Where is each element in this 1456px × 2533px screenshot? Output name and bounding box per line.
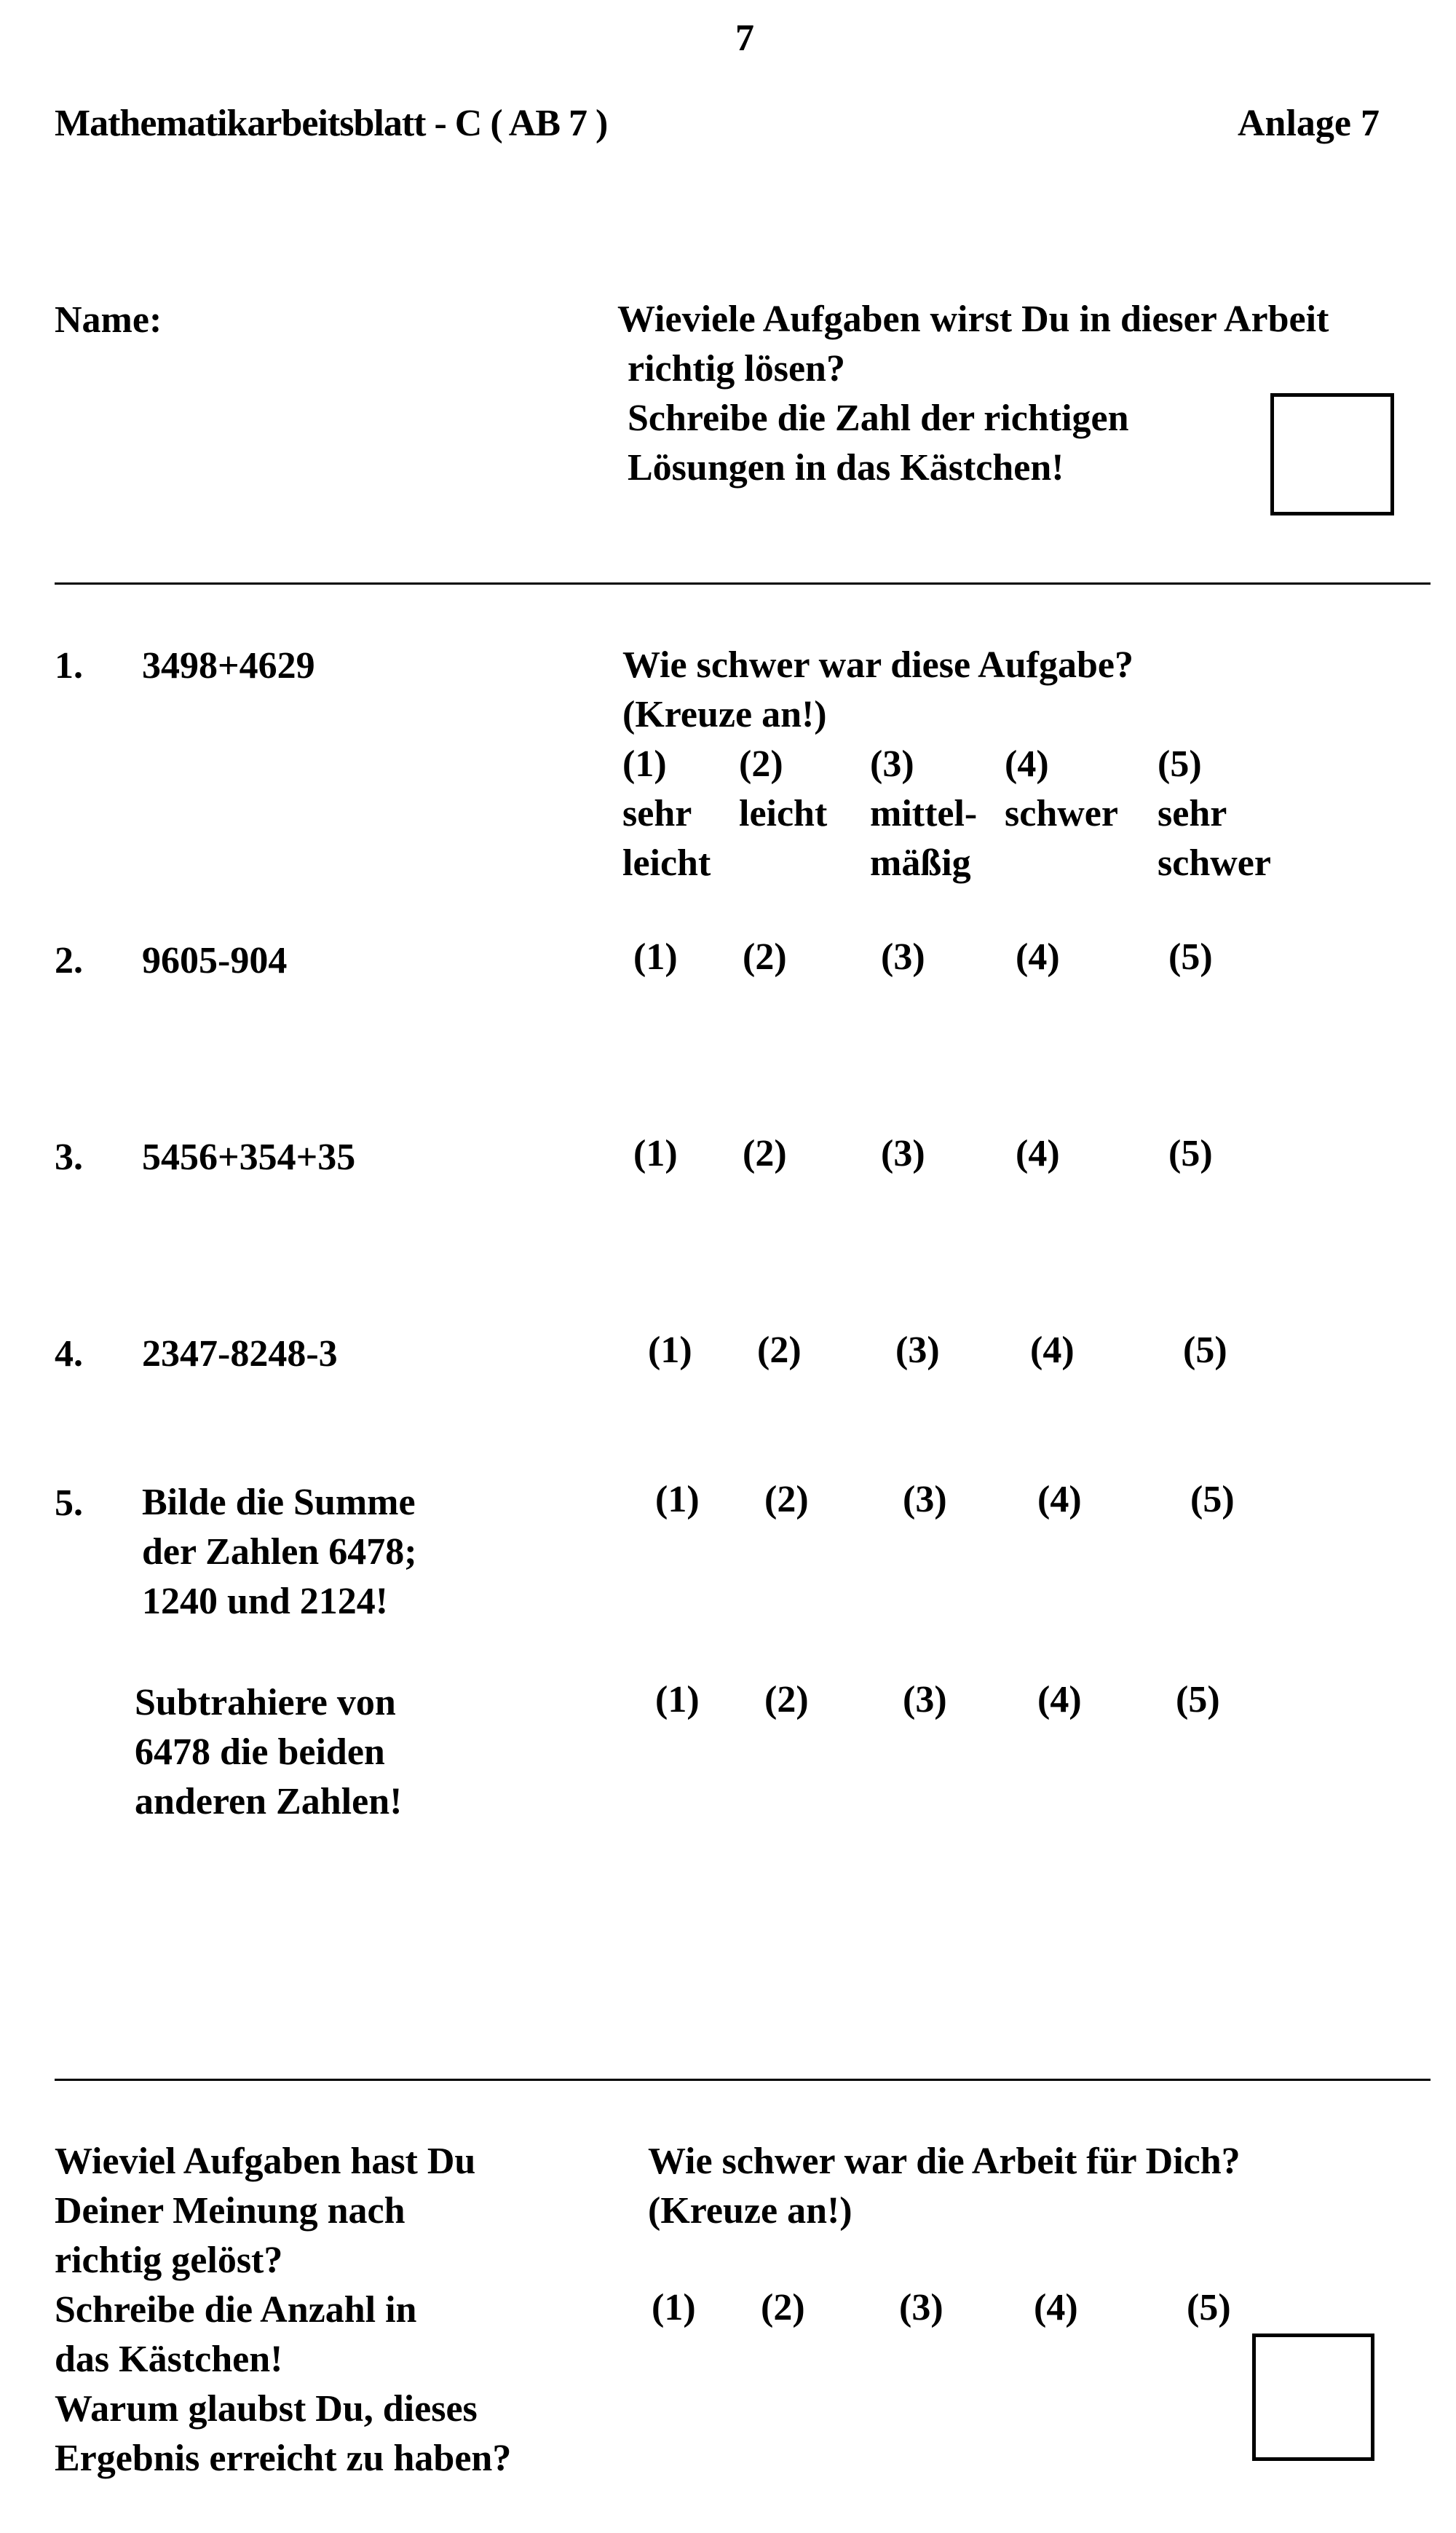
task-text-line: der Zahlen 6478; (142, 1531, 417, 1573)
option-4[interactable]: (4) (1037, 1479, 1082, 1520)
option-1[interactable]: (1) (633, 1133, 678, 1174)
self-assessment-line: Ergebnis erreicht zu haben? (55, 2438, 512, 2479)
option-5[interactable]: (5) (1187, 2287, 1231, 2328)
option-5[interactable]: (5) (1176, 1679, 1220, 1720)
task-text-line: anderen Zahlen! (135, 1781, 403, 1822)
option-3[interactable]: (3) (903, 1679, 947, 1720)
option-4[interactable]: (4) (1016, 1133, 1060, 1174)
self-assessment-line: Schreibe die Anzahl in (55, 2289, 417, 2331)
scale-num: (3) (870, 743, 914, 785)
scale-num: (2) (739, 743, 783, 785)
prediction-question (617, 295, 1329, 493)
scale-option-2[interactable] (739, 740, 827, 839)
option-2[interactable]: (2) (743, 936, 787, 978)
task-text: 3498+4629 (142, 645, 315, 687)
option-4[interactable]: (4) (1037, 1679, 1082, 1720)
scale-option-3[interactable] (870, 740, 977, 888)
option-4[interactable]: (4) (1030, 1329, 1075, 1371)
overall-difficulty-hint: (Kreuze an!) (648, 2190, 852, 2232)
option-3[interactable]: (3) (881, 936, 925, 978)
difficulty-question-line: Wie schwer war diese Aufgabe? (622, 644, 1133, 686)
option-5[interactable]: (5) (1168, 1133, 1213, 1174)
scale-label: sehr (622, 793, 692, 834)
option-2[interactable]: (2) (743, 1133, 787, 1174)
overall-difficulty-question (648, 2137, 1241, 2236)
difficulty-question (622, 641, 1133, 740)
scale-option-5[interactable] (1158, 740, 1271, 888)
task-text-line: Bilde die Summe (142, 1482, 416, 1523)
overall-difficulty-line: Wie schwer war die Arbeit für Dich? (648, 2141, 1241, 2182)
option-3[interactable]: (3) (903, 1479, 947, 1520)
self-assessment-line: richtig gelöst? (55, 2240, 283, 2281)
option-1[interactable]: (1) (648, 1329, 692, 1371)
scale-num: (5) (1158, 743, 1202, 785)
task-number: 3. (55, 1137, 83, 1178)
option-4[interactable]: (4) (1034, 2287, 1078, 2328)
scale-label: mäßig (870, 842, 971, 884)
option-4[interactable]: (4) (1016, 936, 1060, 978)
page-number: 7 (735, 17, 754, 59)
option-3[interactable]: (3) (895, 1329, 940, 1371)
task-number: 1. (55, 645, 83, 687)
task-number: 5. (55, 1482, 83, 1524)
option-2[interactable]: (2) (764, 1679, 809, 1720)
scale-label: sehr (1158, 793, 1227, 834)
scale-label: leicht (739, 793, 828, 834)
divider-bottom (55, 2079, 1431, 2081)
scale-label: schwer (1005, 793, 1118, 834)
option-3[interactable]: (3) (899, 2287, 943, 2328)
prediction-line: Lösungen in das Kästchen! (628, 447, 1064, 489)
self-assessment-line: das Kästchen! (55, 2339, 283, 2380)
option-2[interactable]: (2) (761, 2287, 805, 2328)
worksheet-title: Mathematikarbeitsblatt - C ( AB 7 ) (55, 103, 608, 144)
prediction-answer-box[interactable] (1270, 393, 1394, 515)
annex-label: Anlage 7 (1238, 103, 1380, 144)
option-1[interactable]: (1) (655, 1679, 700, 1720)
task-text-line: 1240 und 2124! (142, 1581, 389, 1622)
self-assessment-answer-box[interactable] (1252, 2334, 1374, 2461)
option-5[interactable]: (5) (1183, 1329, 1227, 1371)
difficulty-question-hint: (Kreuze an!) (622, 694, 827, 735)
difficulty-scale (622, 740, 1350, 893)
divider-top (55, 582, 1431, 585)
self-assessment-question (55, 2137, 511, 2483)
option-1[interactable]: (1) (655, 1479, 700, 1520)
scale-option-1[interactable] (622, 740, 711, 888)
task-text-line: Subtrahiere von (135, 1682, 396, 1723)
option-3[interactable]: (3) (881, 1133, 925, 1174)
task-number: 2. (55, 940, 83, 981)
self-assessment-line: Deiner Meinung nach (55, 2190, 405, 2232)
self-assessment-line: Warum glaubst Du, dieses (55, 2388, 478, 2430)
option-2[interactable]: (2) (757, 1329, 802, 1371)
task-text (135, 1678, 402, 1827)
name-label: Name: (55, 299, 162, 341)
task-text: 5456+354+35 (142, 1137, 356, 1178)
scale-label: mittel- (870, 793, 978, 834)
scale-option-4[interactable] (1005, 740, 1118, 839)
scale-num: (1) (622, 743, 667, 785)
task-text (142, 1478, 417, 1627)
option-1[interactable]: (1) (652, 2287, 696, 2328)
prediction-line: Wieviele Aufgaben wirst Du in dieser Arbeit (617, 299, 1329, 340)
scale-num: (4) (1005, 743, 1049, 785)
task-text: 9605-904 (142, 940, 288, 981)
prediction-line: richtig lösen? (628, 348, 845, 390)
task-number: 4. (55, 1333, 83, 1375)
scale-label: schwer (1158, 842, 1271, 884)
option-5[interactable]: (5) (1168, 936, 1213, 978)
option-2[interactable]: (2) (764, 1479, 809, 1520)
self-assessment-line: Wieviel Aufgaben hast Du (55, 2141, 476, 2182)
option-5[interactable]: (5) (1190, 1479, 1235, 1520)
scale-label: leicht (622, 842, 711, 884)
prediction-line: Schreibe die Zahl der richtigen (628, 398, 1129, 439)
task-text: 2347-8248-3 (142, 1333, 338, 1375)
option-1[interactable]: (1) (633, 936, 678, 978)
task-text-line: 6478 die beiden (135, 1731, 385, 1773)
